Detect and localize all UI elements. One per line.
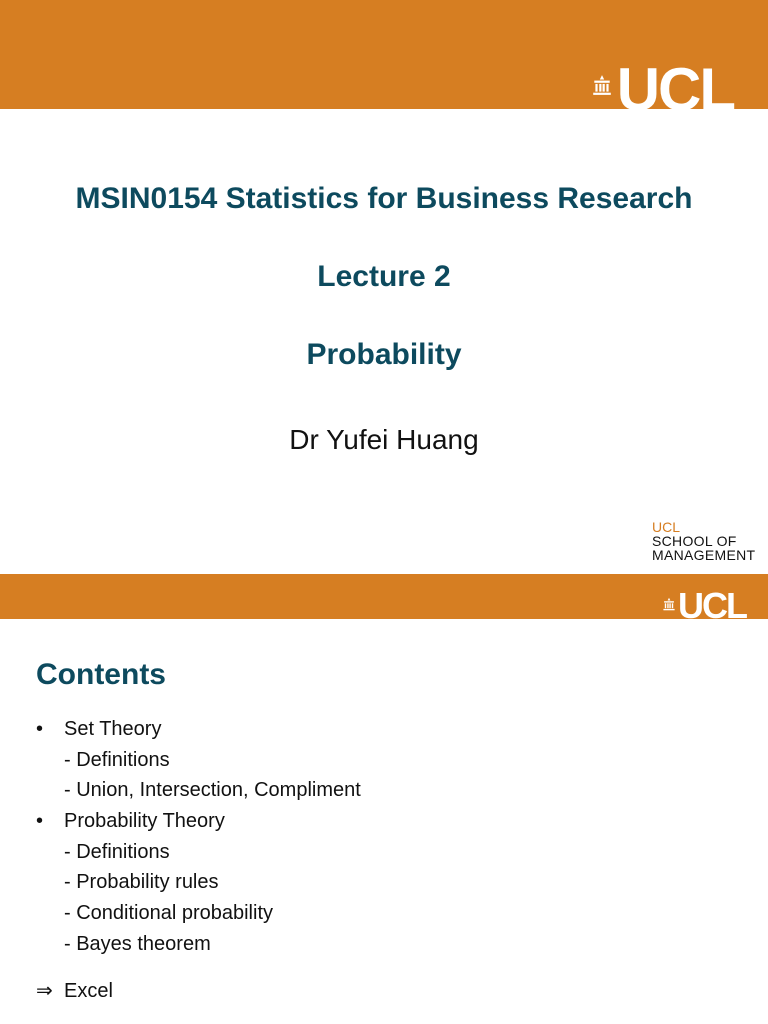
lecture-number: Lecture 2 (317, 260, 451, 293)
list-item-text: - Union, Intersection, Compliment (64, 779, 361, 802)
list-item-text: - Bayes theorem (64, 932, 211, 955)
list-item-text: - Probability rules (64, 871, 219, 894)
portico-icon (662, 597, 676, 611)
ucl-logo-text: UCL (678, 585, 746, 626)
list-item-text: - Definitions (64, 748, 170, 771)
list-item-text: - Definitions (64, 840, 170, 863)
bullet-icon: • (36, 718, 44, 740)
list-item-text: Probability Theory (64, 810, 225, 833)
implies-arrow-icon: ⇒ (36, 979, 53, 1002)
som-logo-line3: MANAGEMENT (652, 547, 756, 563)
header-banner (0, 0, 768, 123)
contents-title: Contents (36, 658, 166, 691)
list-item-text: Excel (64, 979, 113, 1002)
som-logo-ucl: UCL (652, 519, 681, 535)
author-name: Dr Yufei Huang (289, 424, 479, 455)
ucl-logo (591, 56, 734, 123)
bullet-icon: • (36, 810, 44, 833)
header-banner (0, 574, 768, 626)
list-item-text: Set Theory (64, 718, 162, 740)
portico-icon (591, 74, 613, 96)
contents-slide (0, 574, 768, 1024)
list-item-text: - Conditional probability (64, 902, 274, 925)
ucl-logo-text: UCL (616, 56, 734, 123)
lecture-topic: Probability (306, 338, 462, 371)
school-of-management-logo (652, 520, 755, 562)
som-logo-line2: SCHOOL OF (652, 533, 737, 549)
ucl-logo (662, 585, 746, 626)
course-title: MSIN0154 Statistics for Business Research (75, 182, 693, 215)
